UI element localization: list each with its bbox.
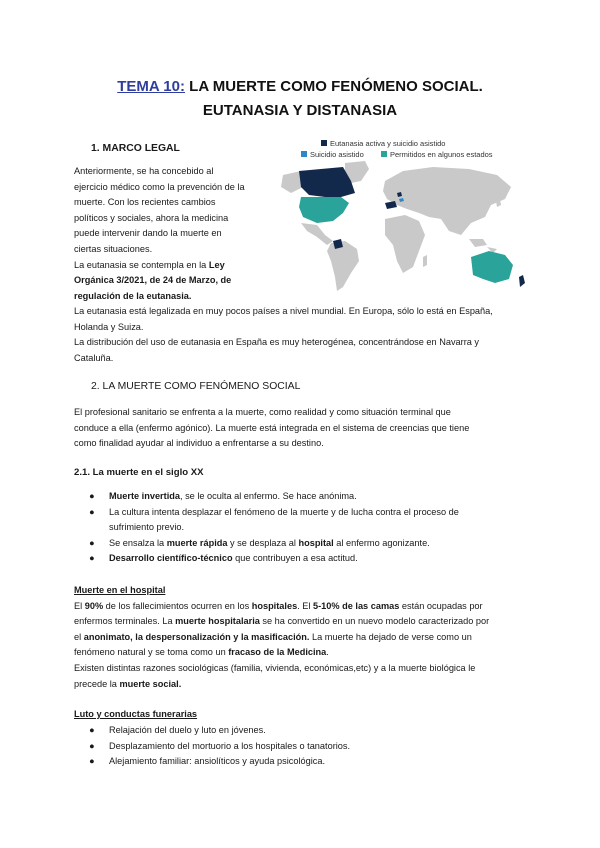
text-line: fenómeno natural y se toma como un fracaso de la Medicina. — [74, 647, 329, 658]
list-item-continuation — [109, 520, 459, 536]
luto-heading: Luto y conductas funerarias — [74, 709, 198, 719]
text-span: Relajación del duelo y luto en jóvenes. — [109, 725, 266, 735]
text-line: ejercicio médico como la prevención de la — [74, 181, 245, 192]
text-span: muerte social. — [119, 678, 182, 689]
text-line: puede intervenir dando la muerte en — [74, 228, 222, 239]
region-australia — [471, 251, 513, 283]
legend-label-estados: Permitidos en algunos estados — [390, 150, 493, 159]
luto-heading-wrap — [74, 707, 197, 723]
text-span: , se le oculta al enfermo. Se hace anónima. — [179, 491, 357, 501]
region-usa — [299, 197, 349, 223]
legend-swatch-estados — [381, 151, 387, 157]
bullet-icon: ● — [89, 725, 95, 735]
legend-label-activa: Eutanasia activa y suicidio asistido — [330, 139, 446, 148]
text-line — [74, 630, 489, 646]
text-line: El profesional sanitario se enfrenta a la muerte, como realidad y como situación terminal que — [74, 407, 451, 417]
text-span: enfermos terminales. La — [74, 616, 176, 627]
region-spain — [385, 201, 397, 209]
text-span: al enfermo agonizante. — [333, 537, 430, 548]
text-span: 5-10% de las camas — [313, 600, 400, 611]
text-line — [74, 258, 245, 274]
text-span: La eutanasia se contempla en la — [74, 259, 209, 270]
legend-swatch-activa — [321, 140, 327, 146]
luto-bullets — [89, 723, 351, 770]
text-span: La cultura intenta desplazar el fenómeno de la muerte y de lucha contra el proceso de — [109, 506, 459, 517]
title-line1: LA MUERTE COMO FENÓMENO SOCIAL. — [185, 78, 483, 95]
siglo-xx-bullets — [89, 489, 459, 567]
text-span: hospital — [298, 537, 334, 548]
text-line: Existen distintas razones sociológicas (familia, vivienda, económicas,etc) y a la muerte biológica le — [74, 662, 476, 673]
section1-wide-text — [74, 304, 493, 366]
section2-paragraph — [74, 405, 469, 452]
text-span: fenómeno natural y se toma como un — [74, 647, 229, 658]
text-line: conduce a ella (enfermo agónico). La muerte está integrada en el sistema de creencias que tiene — [74, 422, 470, 433]
text-span: El — [74, 600, 85, 611]
hospital-heading: Muerte en el hospital — [74, 585, 166, 595]
text-line: La distribución del uso de eutanasia en España es muy heterogénea, concentrándose en Navarra y — [74, 337, 480, 348]
text-span: hospitales — [251, 600, 298, 611]
text-line: políticos y sociales, ahora la medicina — [74, 212, 229, 223]
bullet-icon: ● — [89, 537, 95, 548]
text-span: Desarrollo científico-técnico — [109, 553, 233, 564]
text-span: de los fallecimientos ocurren en los — [103, 600, 252, 611]
text-line: Holanda y Suiza. — [74, 321, 144, 332]
region-new-zealand — [519, 275, 525, 287]
text-span: Alejamiento familiar: ansiolíticos y ayuda psicológica. — [109, 756, 326, 767]
text-span: el — [74, 631, 84, 642]
text-span: que contribuyen a esa actitud. — [232, 553, 358, 564]
list-item — [89, 489, 459, 505]
text-span: precede la — [74, 678, 120, 689]
text-span: 90% — [84, 600, 104, 611]
bullet-icon: ● — [89, 506, 95, 517]
text-line: Anteriormente, se ha concebido al — [74, 166, 214, 176]
page-title — [0, 76, 600, 98]
text-line: muerte. Con los recientes cambios — [74, 197, 216, 208]
bullet-icon: ● — [89, 756, 95, 767]
list-item — [89, 551, 459, 567]
text-line — [74, 289, 245, 305]
euthanasia-world-map — [273, 135, 533, 298]
text-span: sufrimiento previo. — [109, 522, 185, 533]
list-item — [89, 739, 351, 755]
text-line: ciertas situaciones. — [74, 243, 153, 254]
section2-heading: 2. LA MUERTE COMO FENÓMENO SOCIAL — [91, 381, 301, 392]
text-line — [74, 273, 245, 289]
text-span: Muerte invertida — [109, 491, 180, 501]
list-item — [89, 505, 459, 521]
text-line: La eutanasia está legalizada en muy pocos países a nivel mundial. En Europa, sólo lo está en España, — [74, 306, 493, 316]
legend-label-suicidio: Suicidio asistido — [310, 150, 364, 159]
section1-narrow-text — [74, 164, 245, 304]
law-name: regulación de la eutanasia. — [74, 290, 192, 301]
text-line — [74, 677, 489, 693]
list-item — [89, 754, 350, 770]
law-name: Orgánica 3/2021, de 24 de Marzo, de — [74, 275, 232, 286]
list-item — [89, 723, 350, 739]
bullet-icon: ● — [89, 553, 95, 564]
bullet-icon: ● — [89, 491, 95, 501]
text-span: se ha convertido en un nuevo modelo caracterizado por — [259, 616, 490, 627]
text-span: fracaso de la Medicina — [228, 647, 327, 658]
world-map-graphic — [273, 135, 533, 298]
legend-swatch-suicidio — [301, 151, 307, 157]
text-span: están ocupadas por — [399, 600, 483, 611]
text-span: Se ensalza la — [109, 537, 167, 548]
text-span: muerte hospitalaria — [175, 616, 260, 627]
text-span: anonimato, la despersonalización y la masificación. — [83, 631, 310, 642]
text-span: muerte rápida — [166, 537, 228, 548]
page-subtitle: EUTANASIA Y DISTANASIA — [202, 102, 398, 119]
section1-heading: 1. MARCO LEGAL — [91, 143, 180, 154]
text-span: La muerte ha dejado de verse como un — [309, 631, 472, 642]
law-name: Ley — [208, 259, 225, 270]
text-span: y se desplaza al — [227, 537, 299, 548]
tema-label: TEMA 10: — [117, 78, 185, 95]
text-line: como finalidad ayudar al individuo a enfrentarse a su destino. — [74, 438, 324, 449]
text-line — [74, 614, 489, 630]
hospital-section — [74, 583, 489, 692]
text-line: Cataluña. — [74, 352, 114, 363]
text-span: . El — [297, 600, 314, 611]
bullet-icon: ● — [89, 740, 95, 751]
subsection-2-1-heading: 2.1. La muerte en el siglo XX — [74, 467, 204, 478]
list-item — [89, 536, 459, 552]
text-span: Desplazamiento del mortuorio a los hospitales o tanatorios. — [109, 740, 351, 751]
text-line — [74, 599, 489, 615]
